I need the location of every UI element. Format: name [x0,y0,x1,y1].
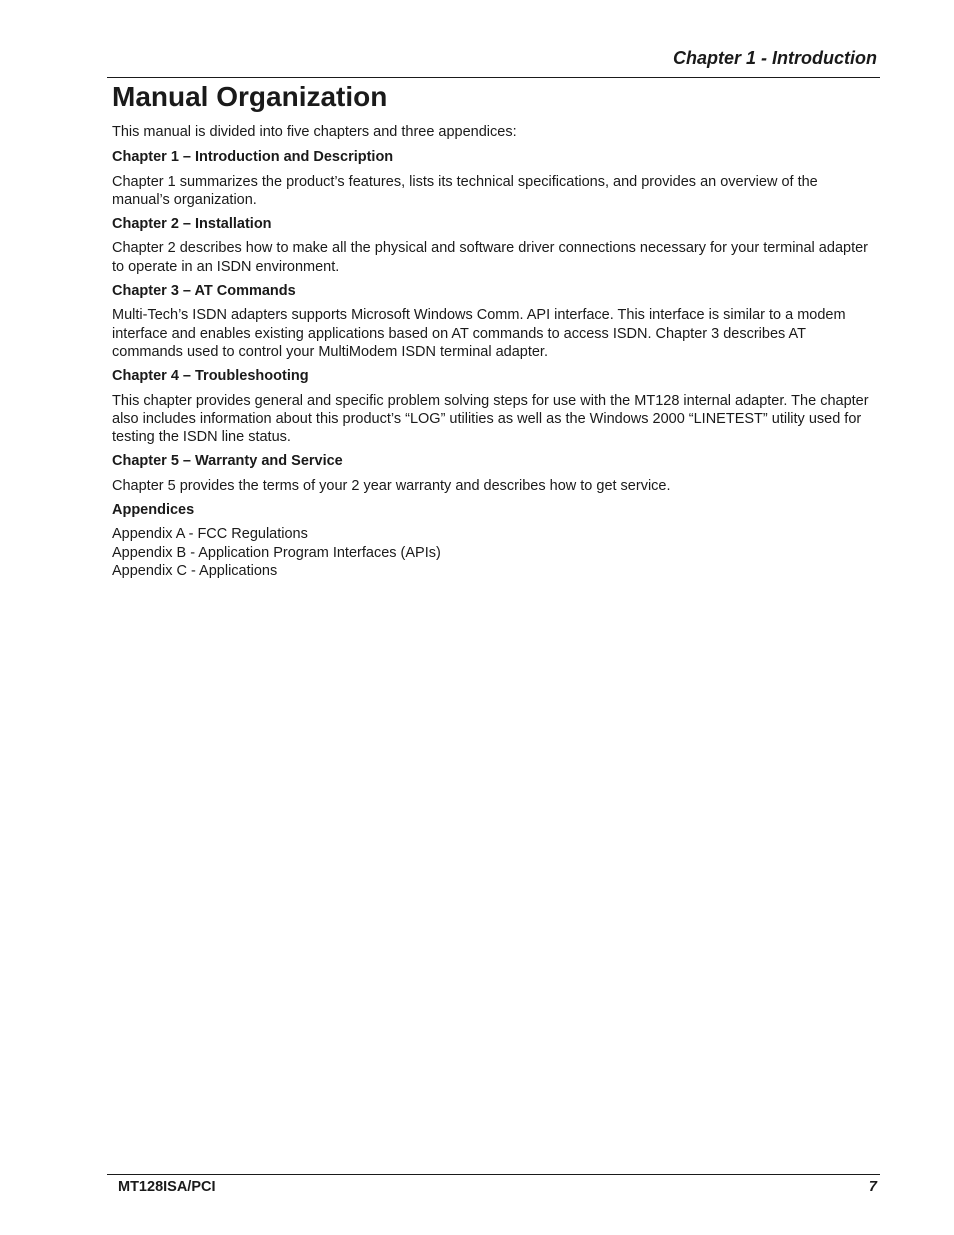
intro-paragraph: This manual is divided into five chapters and three appendices: [112,124,517,140]
running-header: Chapter 1 - Introduction [673,48,877,68]
appendix-item-a: Appendix A - FCC Regulations [112,526,308,543]
chapter-1-heading: Chapter 1 – Introduction and Description [112,149,394,166]
footer-product-name: MT128ISA/PCI [118,1179,216,1195]
appendices-heading: Appendices [112,502,195,519]
chapter-1-body: Chapter 1 summarizes the product’s features, lists its technical specifications, and provides an overview of the manual’s organization. [112,173,818,208]
appendix-item-c: Appendix C - Applications [112,562,278,579]
appendix-list [112,525,874,580]
chapter-2-heading: Chapter 2 – Installation [112,216,272,233]
appendix-item-b: Appendix B - Application Program Interfaces (APIs) [112,544,441,561]
chapter-5-heading: Chapter 5 – Warranty and Service [112,453,343,470]
header-rule [107,77,880,78]
chapter-2-body: Chapter 2 describes how to make all the physical and software driver connections necessary for your terminal adapter to operate in an ISDN environment. [112,240,868,275]
chapter-4-body: This chapter provides general and specific problem solving steps for use with the MT128 internal adapter. The chapter also includes information about this product’s “LOG” utilities as well as the Windows 2000 “LINETEST” utility used for testing the ISDN line status. [112,392,869,446]
chapter-3-heading: Chapter 3 – AT Commands [112,283,296,300]
chapter-4-heading: Chapter 4 – Troubleshooting [112,368,309,385]
chapter-5-body: Chapter 5 provides the terms of your 2 year warranty and describes how to get service. [112,477,671,494]
main-content [112,123,874,580]
footer-rule [107,1174,880,1175]
chapter-3-body: Multi-Tech’s ISDN adapters supports Microsoft Windows Comm. API interface. This interface is similar to a modem interface and enables existing applications based on AT commands to access ISDN. Chapter 3 describes AT commands used to control your MultiModem ISDN terminal adapter. [112,307,846,360]
page-title: Manual Organization [112,81,388,112]
footer-page-number: 7 [868,1179,877,1195]
